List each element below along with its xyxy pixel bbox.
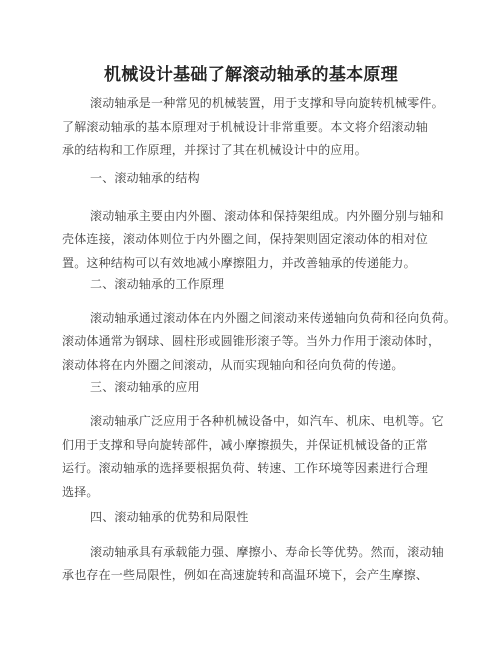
intro-line-2: 了解滚动轴承的基本原理对于机械设计非常重要。本文将介绍滚动轴 [62, 120, 429, 134]
section-2-line-3: 滚动体将在内外圈之间滚动，从而实现轴向和径向负荷的传递。 [62, 358, 404, 372]
section-1-line-1: 滚动轴承主要由内外圈、滚动体和保持架组成。内外圈分别与轴和 [90, 209, 444, 223]
section-4-heading: 四、滚动轴承的优势和局限性 [90, 510, 249, 524]
section-1-heading: 一、滚动轴承的结构 [90, 171, 200, 185]
section-3-line-2: 们用于支撑和导向旋转部件，减小摩擦损失，并保证机械设备的正常 [62, 438, 429, 452]
section-1-line-3: 置。这种结构可以有效地减小摩擦阻力，并改善轴承的传递能力。 [62, 256, 416, 270]
section-1-line-2: 壳体连接，滚动体则位于内外圈之间，保持架则固定滚动体的相对位 [62, 232, 429, 246]
intro-line-3: 承的结构和工作原理，并探讨了其在机械设计中的应用。 [62, 143, 368, 157]
section-4-line-2: 承也存在一些局限性，例如在高速旋转和高温环境下，会产生摩擦、 [62, 568, 429, 582]
intro-line-1: 滚动轴承是一种常见的机械装置，用于支撑和导向旋转机械零件。 [90, 96, 444, 110]
section-3-line-4: 选择。 [62, 485, 99, 499]
section-3-heading: 三、滚动轴承的应用 [90, 380, 200, 394]
section-4-line-1: 滚动轴承具有承载能力强、摩擦小、寿命长等优势。然而，滚动轴 [90, 545, 444, 559]
section-3-line-1: 滚动轴承广泛应用于各种机械设备中，如汽车、机床、电机等。它 [90, 414, 444, 428]
document-title: 机械设计基础了解滚动轴承的基本原理 [103, 65, 399, 85]
section-3-line-3: 运行。滚动轴承的选择要根据负荷、转速、工作环境等因素进行合理 [62, 461, 429, 475]
section-2-line-2: 滚动体通常为钢球、圆柱形或圆锥形滚子等。当外力作用于滚动体时， [62, 334, 441, 348]
section-2-line-1: 滚动轴承通过滚动体在内外圈之间滚动来传递轴向负荷和径向负荷。 [90, 311, 457, 325]
section-2-heading: 二、滚动轴承的工作原理 [90, 277, 225, 291]
